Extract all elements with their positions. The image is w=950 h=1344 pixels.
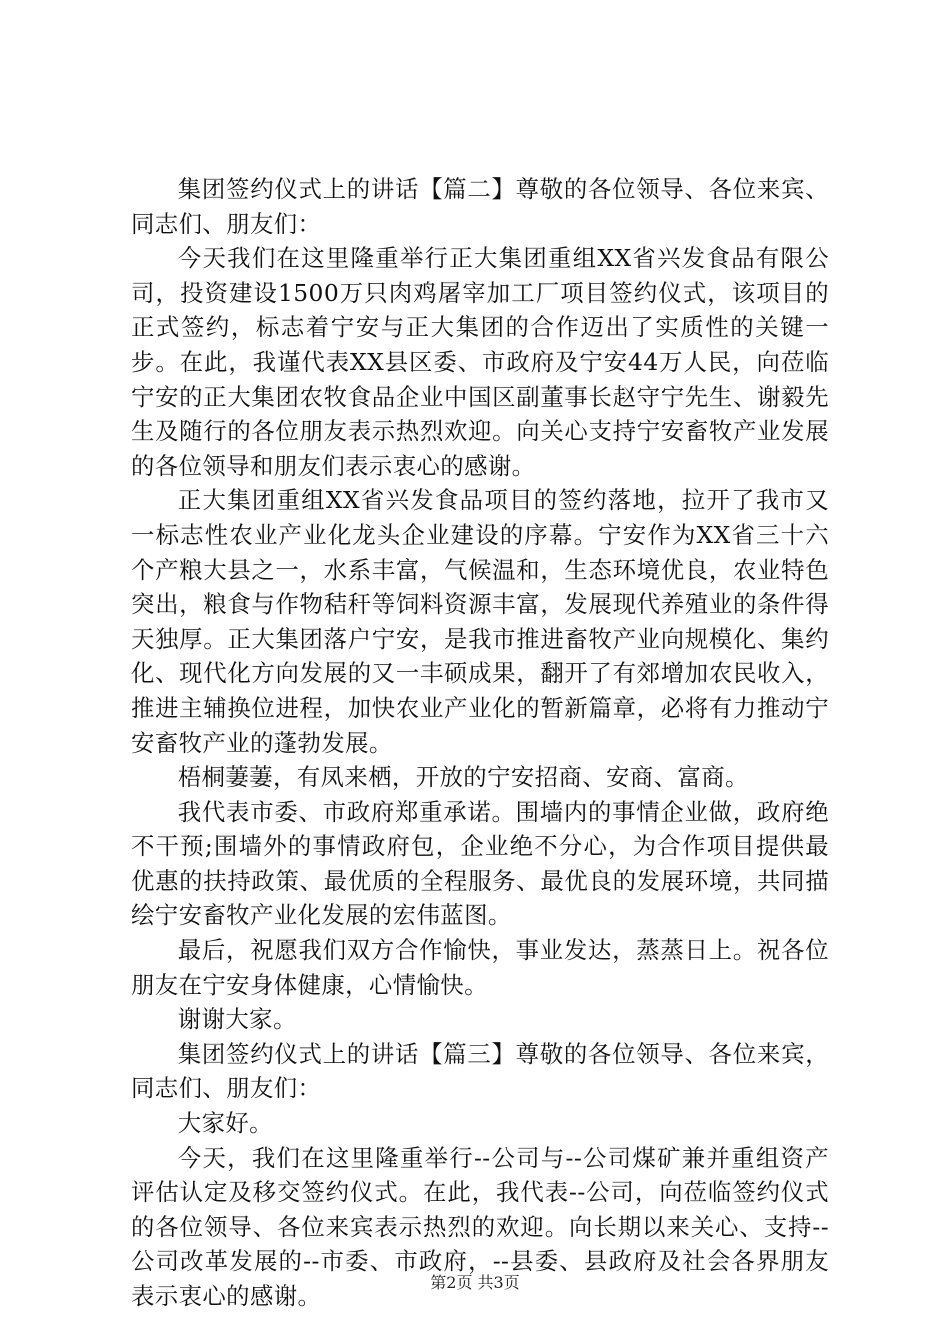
paragraph-greeting: 大家好。 [177,1109,273,1138]
paragraph-closing-wishes: 最后，祝愿我们双方合作愉快，事业发达，蒸蒸日上。祝各位朋友在宁安身体健康，心情愉快。 [131,936,829,999]
paragraph-merger-ceremony: 今天，我们在这里隆重举行--公司与--公司煤矿兼并重组资产评估认定及移交签约仪式。在此，我代表--公司，向莅临签约仪式的各位领导、各位来宾表示热烈的欢迎。向长期以来关心、支持--公司改革发展的--市委、市政府，--县委、县政府及社会各界朋友表示衷心的感谢。 [131,1143,829,1310]
paragraph-thanks: 谢谢大家。 [177,1005,297,1034]
paragraph-signing-welcome: 今天我们在这里隆重举行正大集团重组XX省兴发食品有限公司，投资建设1500万只肉鸡屠宰加工厂项目签约仪式，该项目的正式签约，标志着宁安与正大集团的合作迈出了实质性的关键一步。在此，我谨代表XX县区委、市政府及宁安44万人民，向莅临宁安的正大集团农牧食品企业中国区副董事长赵守宁先生、谢毅先生及随行的各位朋友表示热烈欢迎。向关心支持宁安畜牧产业发展的各位领导和朋友们表示衷心的感谢。 [131,244,829,480]
paragraph-section2-heading: 集团签约仪式上的讲话【篇二】尊敬的各位领导、各位来宾、同志们、朋友们： [131,175,829,238]
document-body [131,172,829,1314]
paragraph-government-pledge: 我代表市委、市政府郑重承诺。围墙内的事情企业做，政府绝不干预;围墙外的事情政府包，企业绝不分心，为合作项目提供最优惠的扶持政策、最优质的全程服务、最优良的发展环境，共同描绘宁安畜牧产业化发展的宏伟蓝图。 [131,797,829,930]
paragraph-project-significance: 正大集团重组XX省兴发食品项目的签约落地，拉开了我市又一标志性农业产业化龙头企业建设的序幕。宁安作为XX省三十六个产粮大县之一，水系丰富，气候温和，生态环境优良，农业特色突出，粮食与作物秸秆等饲料资源丰富，发展现代养殖业的条件得天独厚。正大集团落户宁安，是我市推进畜牧产业向规模化、集约化、现代化方向发展的又一丰硕成果，翻开了有郊增加农民收入，推进主辅换位进程，加快农业产业化的暂新篇章，必将有力推动宁安畜牧产业的蓬勃发展。 [131,486,829,757]
paragraph-investment-slogan: 梧桐萋萋，有凤来栖，开放的宁安招商、安商、富商。 [177,763,749,792]
paragraph-section3-heading: 集团签约仪式上的讲话【篇三】尊敬的各位领导、各位来宾，同志们、朋友们： [131,1039,829,1103]
page-number-footer: 第2页 共3页 [430,1273,520,1292]
